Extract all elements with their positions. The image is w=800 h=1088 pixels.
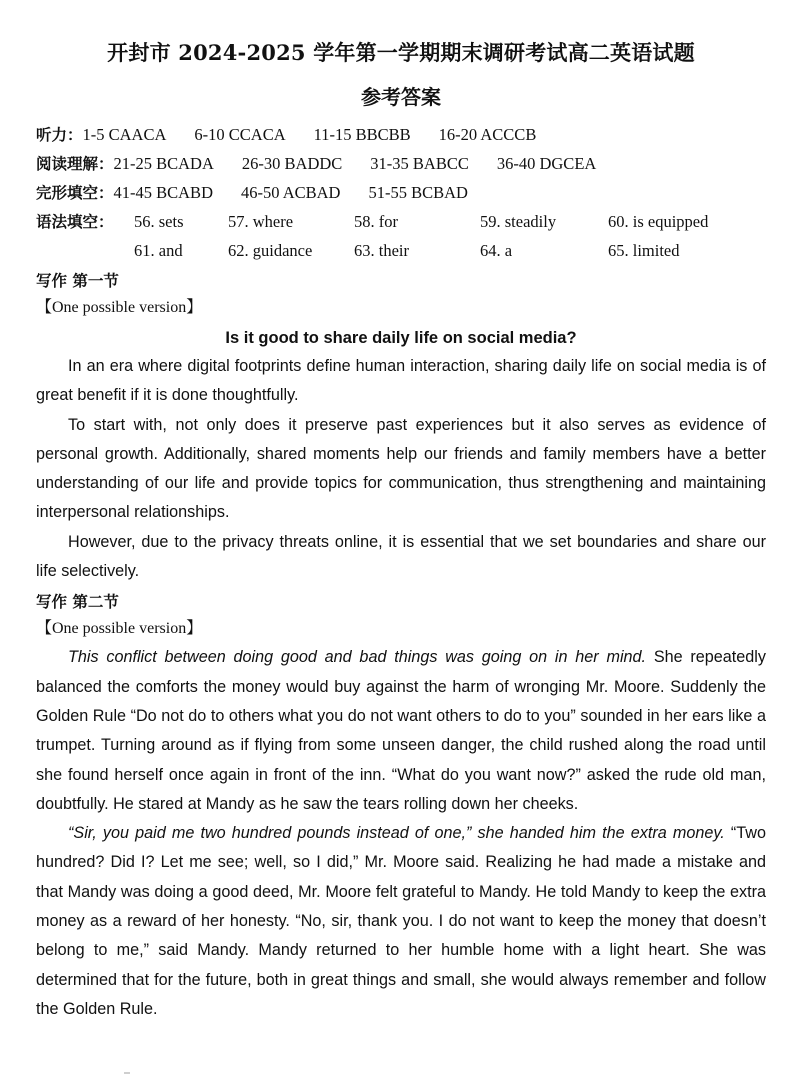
version-label: 【One possible version】	[36, 620, 203, 638]
story-lead-sentence: “Sir, you paid me two hundred pounds instead of one,” she handed him the extra money.	[68, 824, 725, 843]
answer-group: 46-50 ACBAD	[240, 183, 341, 202]
answer-group: 21-25 BCADA	[113, 154, 214, 173]
answer-group: 26-30 BADDC	[241, 154, 343, 173]
scan-mark	[124, 1072, 130, 1074]
grammar-answer: 65. limited	[608, 241, 680, 260]
answer-group: 51-55 BCBAD	[368, 183, 468, 202]
page-subtitle: 参考答案	[361, 85, 441, 109]
reading-label: 阅读理解：	[36, 154, 114, 173]
grammar-answer: 61. and	[134, 241, 183, 260]
story-paragraph	[36, 819, 766, 1024]
answer-group: 11-15 BBCBB	[313, 125, 411, 144]
story-paragraph	[36, 643, 766, 819]
essay-title: Is it good to share daily life on social media?	[225, 329, 577, 347]
essay-paragraph: However, due to the privacy threats online, it is essential that we set boundaries and share our life selectively.	[36, 532, 766, 581]
answer-group: 6-10 CCACA	[194, 125, 286, 144]
essay-paragraph: To start with, not only does it preserve past experiences but it also serves as evidence of personal growth. Additionally, shared moments help our friends and family members have a better understanding of our life and provide topics for communication, thus strengthening and maintaining interpersonal relationships.	[36, 415, 766, 522]
listening-answers	[36, 120, 766, 149]
answer-group: 36-40 DGCEA	[496, 154, 597, 173]
grammar-answer: 63. their	[354, 241, 409, 260]
cloze-label: 完形填空：	[36, 183, 114, 202]
essay-paragraph: In an era where digital footprints define human interaction, sharing daily life on social media is of great benefit if it is done thoughtfully.	[36, 357, 766, 405]
grammar-answer: 64. a	[480, 241, 513, 260]
writing-section-1-heading: 写作 第一节	[36, 271, 119, 290]
grammar-answers	[36, 207, 766, 265]
version-label: 【One possible version】	[36, 299, 203, 316]
grammar-label: 语法填空：	[36, 212, 114, 231]
grammar-answer: 58. for	[354, 212, 398, 231]
cloze-answers	[36, 178, 766, 207]
story-continuation: She repeatedly balanced the comforts the money would buy against the harm of wronging Mr. Moore. Suddenly the Golden Rule “Do not do to others what you do not want others to do to you” sounded in her ears like a trumpet. Turning around as if flying from some unseen danger, the child rushed along the road until she found herself once again in front of the inn. “What do you want now?” asked the rude old man, doubtfully. He stared at Mandy as he saw the tears rolling down her cheeks.	[36, 648, 766, 813]
grammar-spacer	[36, 236, 134, 265]
writing-section-2-heading: 写作 第二节	[36, 592, 119, 612]
answer-group: 1-5 CAACA	[82, 125, 167, 144]
grammar-answer: 60. is equipped	[608, 212, 709, 231]
listening-label: 听力：	[36, 125, 83, 144]
grammar-answer: 59. steadily	[480, 212, 557, 231]
story-continuation: “Two hundred? Did I? Let me see; well, so I did,” Mr. Moore said. Realizing he had made a mistake and that Mandy was doing a good deed, Mr. Moore felt grateful to Mandy. He told Mandy to keep the extra money as a reward of her honesty. “No, sir, thank you. I do not want to keep the money that doesn’t belong to me,” said Mandy. Mandy returned to her humble home with a light heart. She was determined that for the future, both in great things and small, she would always remember and follow the Golden Rule.	[36, 824, 766, 1018]
grammar-answer: 57. where	[228, 212, 294, 231]
answer-group: 31-35 BABCC	[370, 154, 469, 173]
grammar-answer: 56. sets	[134, 212, 184, 231]
reading-answers	[36, 149, 766, 178]
answer-group: 41-45 BCABD	[113, 183, 213, 202]
grammar-answer: 62. guidance	[228, 241, 313, 260]
answer-group: 16-20 ACCCB	[438, 125, 537, 144]
page-title: 开封市 2024-2025 学年第一学期期末调研考试高二英语试题	[107, 40, 695, 65]
story-lead-sentence: This conflict between doing good and bad things was going on in her mind.	[68, 648, 647, 667]
